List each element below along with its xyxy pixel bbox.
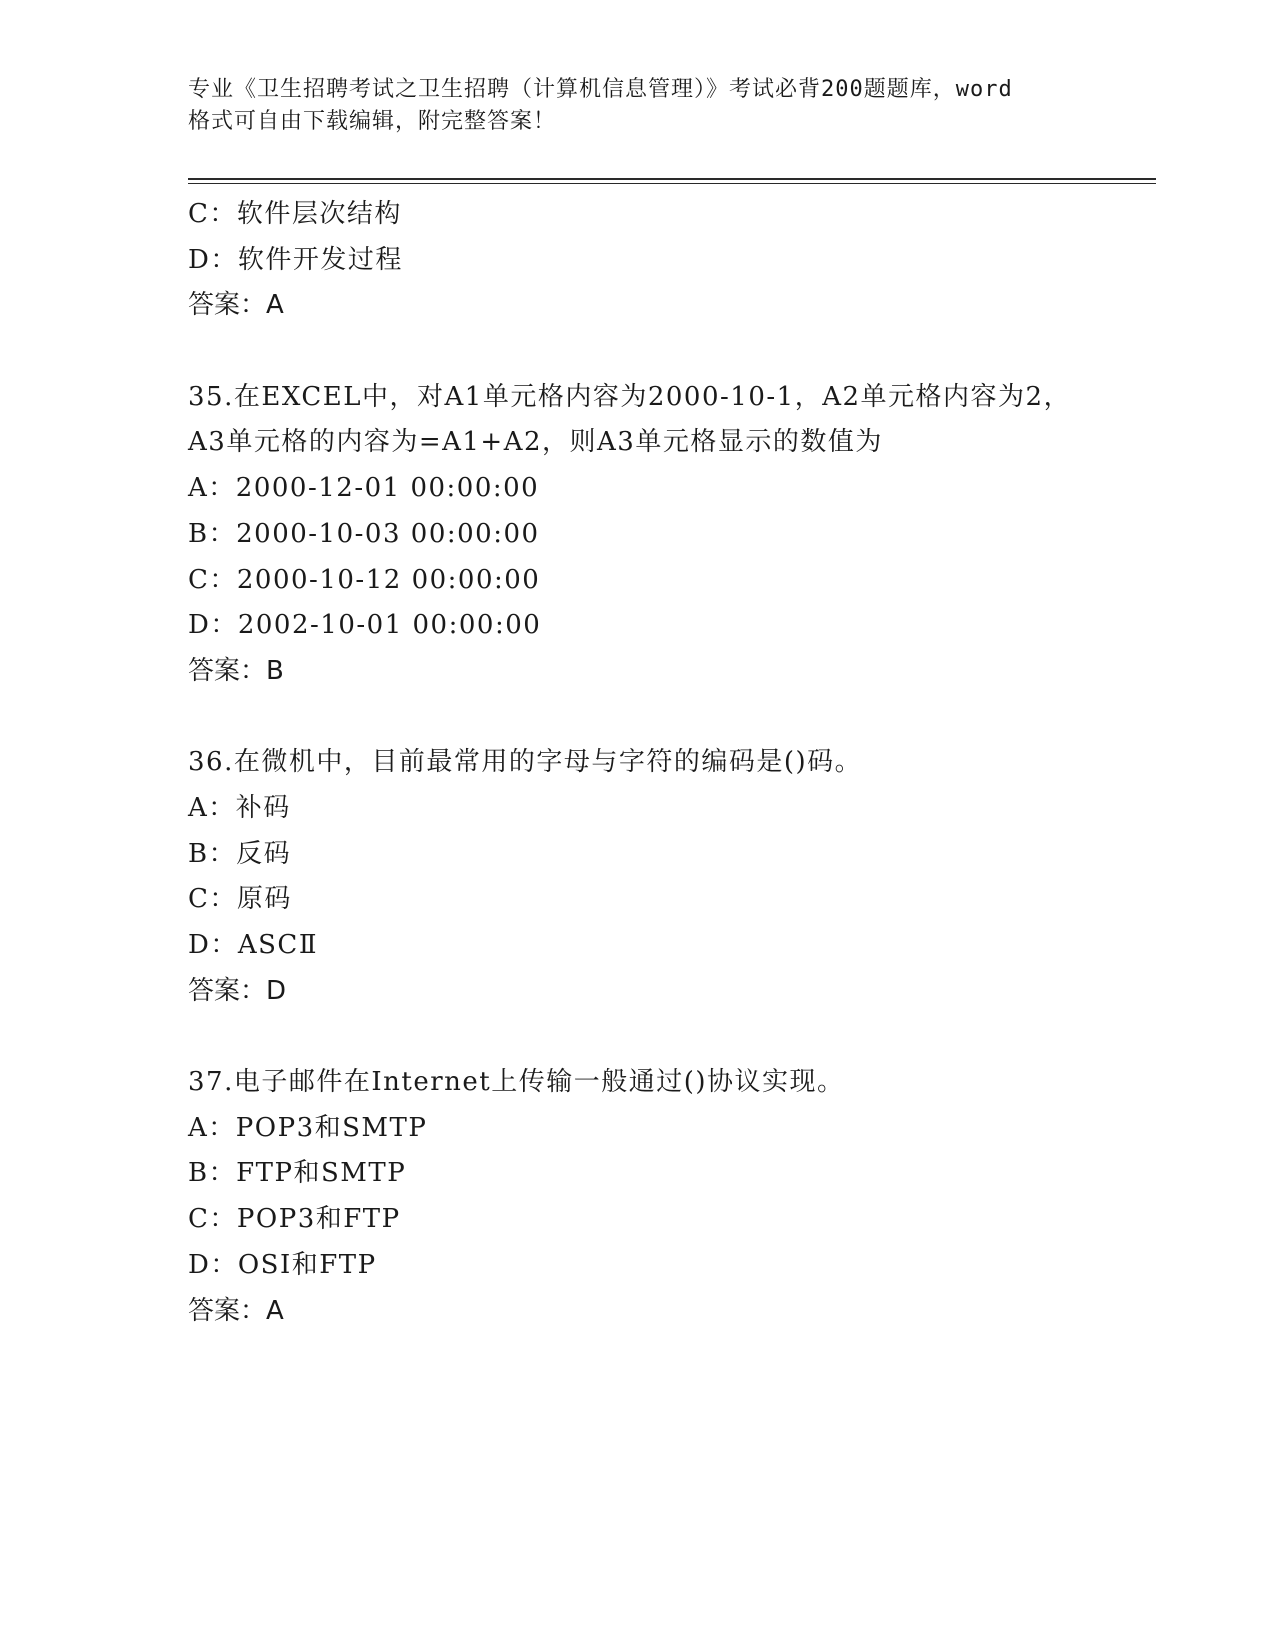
question-stem-continued: A3单元格的内容为=A1+A2，则A3单元格显示的数值为 (188, 427, 883, 458)
option-d: D：OSI和FTP (188, 1249, 377, 1280)
question-37 (188, 1060, 1148, 1334)
page-header (188, 74, 1088, 138)
option-c: C：软件层次结构 (188, 199, 402, 229)
question-list (188, 192, 1148, 1334)
spacer (188, 695, 1148, 741)
question-stem: 35.在EXCEL中，对A1单元格内容为2000-10-1，A2单元格内容为2， (188, 381, 1072, 412)
question-35 (188, 375, 1148, 695)
answer-line: 答案：A (188, 290, 284, 321)
option-a: A：补码 (188, 792, 291, 823)
question-stem: 37.电子邮件在Internet上传输一般通过()协议实现。 (188, 1067, 845, 1098)
option-c: C：原码 (188, 884, 292, 915)
option-a: A：2000-12-01 00:00:00 (188, 473, 540, 504)
option-d: D：2002-10-01 00:00:00 (188, 610, 542, 641)
option-d: D：ASCⅡ (188, 930, 318, 960)
prev-question-block (188, 192, 1148, 329)
header-line-1: 专业《卫生招聘考试之卫生招聘（计算机信息管理）》考试必背200题题库，word (188, 77, 1013, 102)
question-36 (188, 740, 1148, 1014)
question-stem: 36.在微机中，目前最常用的字母与字符的编码是()码。 (188, 747, 863, 778)
option-a: A：POP3和SMTP (188, 1112, 428, 1143)
spacer (188, 329, 1148, 375)
answer-line: 答案：D (188, 975, 287, 1006)
option-d: D：软件开发过程 (188, 244, 403, 275)
answer-line: 答案：B (188, 655, 284, 686)
option-b: B：FTP和SMTP (188, 1158, 407, 1189)
spacer (188, 1014, 1148, 1060)
option-c: C：2000-10-12 00:00:00 (188, 564, 541, 595)
option-b: B：反码 (188, 838, 292, 869)
option-b: B：2000-10-03 00:00:00 (188, 518, 540, 549)
header-line-2: 格式可自由下载编辑，附完整答案！ (188, 109, 557, 134)
option-c: C：POP3和FTP (188, 1204, 401, 1235)
header-divider (188, 178, 1156, 184)
answer-line: 答案：A (188, 1295, 284, 1326)
